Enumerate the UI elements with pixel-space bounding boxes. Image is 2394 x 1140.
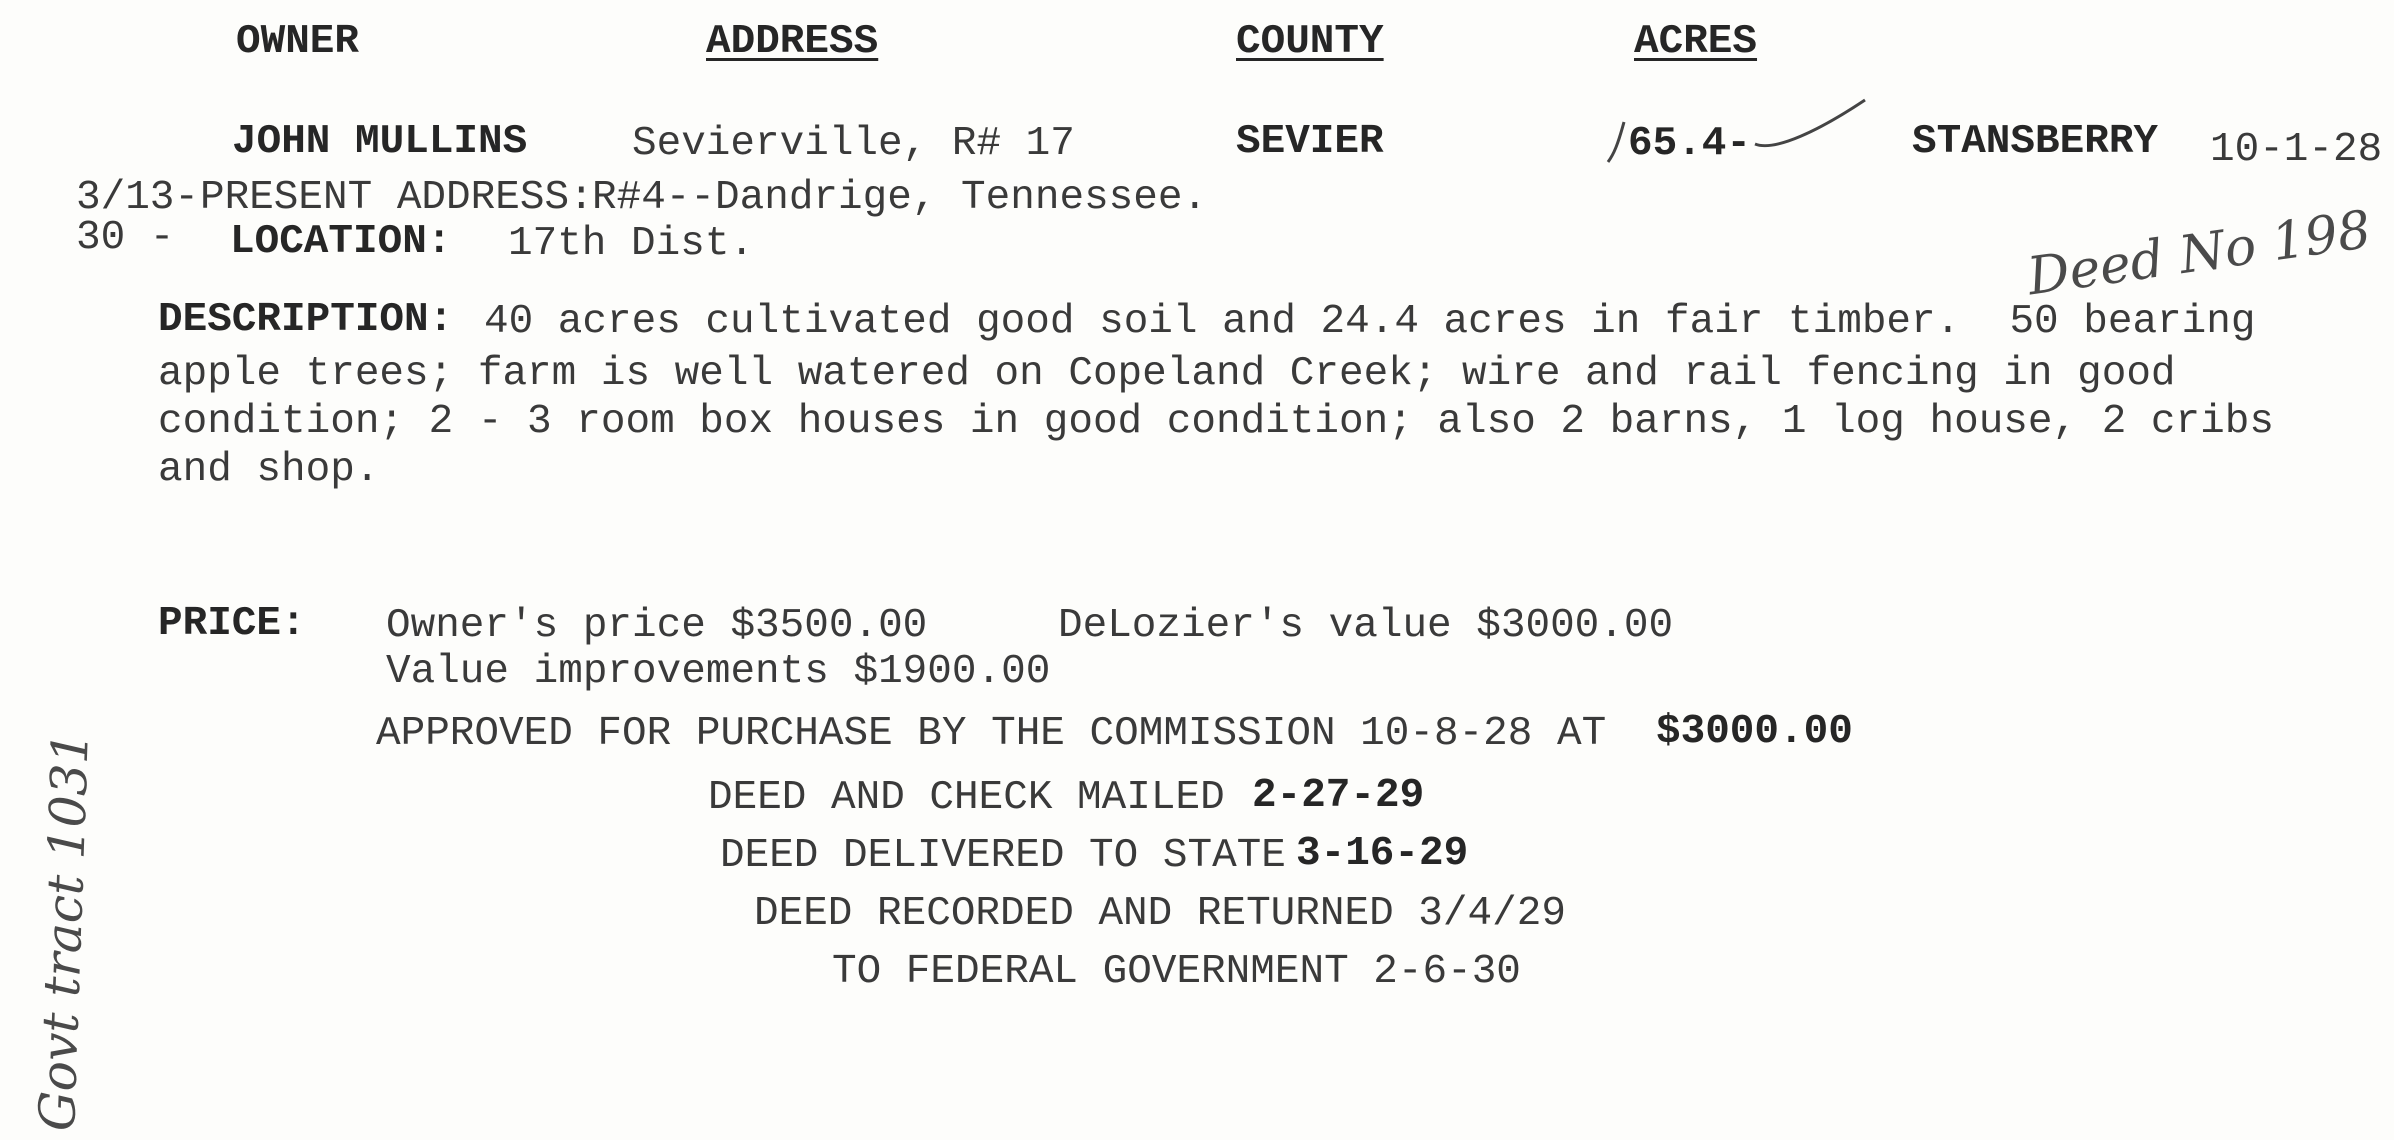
value-improvements: Value improvements $1900.00 bbox=[386, 649, 1051, 695]
description-line: condition; 2 - 3 room box houses in good condition; also 2 barns, 1 log house, 2 cribs bbox=[158, 399, 2274, 445]
owner-address: Sevierville, R# 17 bbox=[632, 121, 1075, 167]
county-value: SEVIER bbox=[1236, 119, 1384, 165]
owner-name: JOHN MULLINS bbox=[232, 119, 528, 165]
acres-value: 65.4- bbox=[1628, 121, 1752, 167]
description-line: apple trees; farm is well watered on Copeland Creek; wire and rail fencing in good bbox=[158, 351, 2176, 397]
handwritten-tract-note: Govt tract 1031 bbox=[28, 730, 100, 1133]
deed-delivered-date: 3-16-29 bbox=[1296, 831, 1469, 877]
deed-mailed-date: 2-27-29 bbox=[1252, 773, 1425, 819]
location-prefix: 30 - bbox=[76, 215, 175, 261]
description-line: 40 acres cultivated good soil and 24.4 acres in fair timber. 50 bearing bbox=[484, 299, 2256, 345]
acres-column-header: ACRES bbox=[1634, 19, 1758, 65]
deed-recorded-text: DEED RECORDED AND RETURNED 3/4/29 bbox=[754, 891, 1566, 937]
address-column-header: ADDRESS bbox=[706, 19, 879, 65]
location-label: LOCATION: bbox=[230, 219, 452, 265]
appraiser-name: STANSBERRY bbox=[1912, 119, 2159, 165]
federal-government-text: TO FEDERAL GOVERNMENT 2-6-30 bbox=[832, 949, 1521, 995]
present-address-value: R#4--Dandrige, Tennessee. bbox=[592, 175, 1208, 221]
location-value: 17th Dist. bbox=[508, 221, 755, 267]
deed-mailed-text: DEED AND CHECK MAILED bbox=[708, 775, 1225, 821]
handwritten-deed-number: Deed No 198 bbox=[2024, 199, 2375, 308]
delozier-value: DeLozier's value $3000.00 bbox=[1058, 603, 1674, 649]
approval-amount: $3000.00 bbox=[1656, 709, 1853, 755]
present-address-prefix: 3/13- bbox=[76, 175, 200, 221]
deed-delivered-text: DEED DELIVERED TO STATE bbox=[720, 833, 1286, 879]
check-mark-icon bbox=[1600, 92, 1880, 172]
description-label: DESCRIPTION: bbox=[158, 297, 454, 343]
approval-text: APPROVED FOR PURCHASE BY THE COMMISSION 10-8-28 AT bbox=[376, 711, 1607, 757]
owner-price: Owner's price $3500.00 bbox=[386, 603, 928, 649]
owner-column-header: OWNER bbox=[236, 19, 360, 65]
present-address-label: PRESENT ADDRESS: bbox=[200, 175, 594, 221]
description-line: and shop. bbox=[158, 447, 380, 493]
county-column-header: COUNTY bbox=[1236, 19, 1384, 65]
appraisal-date: 10-1-28 bbox=[2210, 127, 2383, 173]
price-label: PRICE: bbox=[158, 601, 306, 647]
